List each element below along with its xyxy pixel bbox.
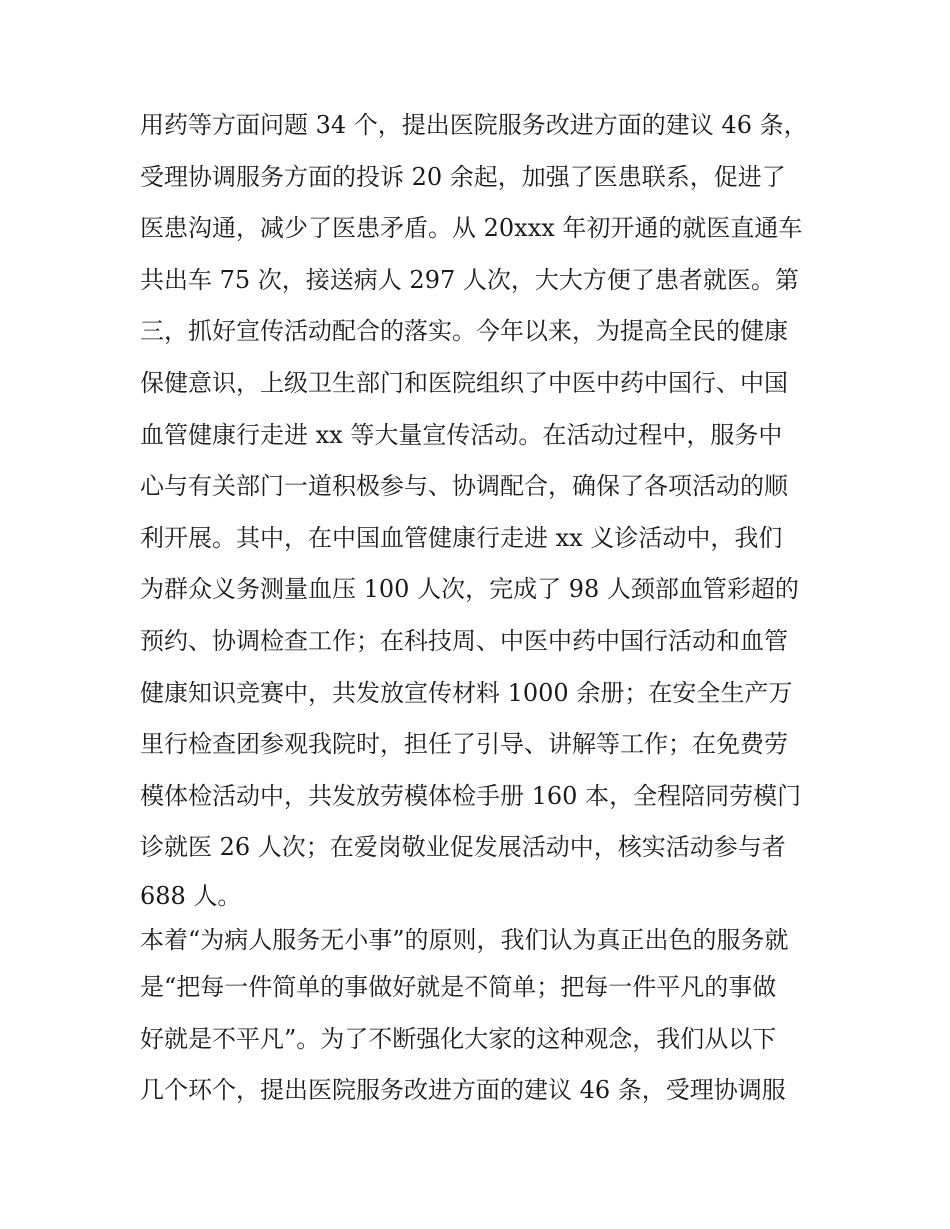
text-line: 用药等方面问题 34 个，提出医院服务改进方面的建议 46 条， [140, 111, 808, 139]
text-line: 里行检查团参观我院时，担任了引导、讲解等工作；在免费劳 [140, 730, 788, 759]
body-text [140, 100, 830, 1117]
text-line: 几个环个，提出医院服务改进方面的建议 46 条，受理协调服 [140, 1076, 786, 1105]
text-line: 好就是不平凡”。为了不断强化大家的这种观念，我们从以下 [140, 1024, 777, 1053]
text-line: 预约、协调检查工作；在科技周、中医中药中国行活动和血管 [140, 626, 788, 655]
text-line: 心与有关部门一道积极参与、协调配合，确保了各项活动的顺 [140, 472, 788, 501]
text-line: 血管健康行走进 xx 等大量宣传活动。在活动过程中，服务中 [140, 420, 783, 449]
text-line: 受理协调服务方面的投诉 20 余起，加强了医患联系，促进了 [140, 162, 786, 191]
text-line: 688 人。 [140, 881, 242, 910]
text-line: 诊就医 26 人次；在爱岗敬业促发展活动中，核实活动参与者 [140, 833, 786, 862]
text-line: 保健意识，上级卫生部门和医院组织了中医中药中国行、中国 [140, 368, 788, 397]
text-line: 是“把每一件简单的事做好就是不简单；把每一件平凡的事做 [140, 972, 777, 1001]
text-line: 健康知识竞赛中，共发放宣传材料 1000 余册；在安全生产万 [140, 678, 793, 707]
text-line: 为群众义务测量血压 100 人次，完成了 98 人颈部血管彩超的 [140, 575, 799, 604]
text-line: 医患沟通，减少了医患矛盾。从 20xxx 年初开通的就医直通车 [140, 214, 803, 243]
text-line: 模体检活动中，共发放劳模体检手册 160 本，全程陪同劳模门 [140, 781, 802, 810]
text-line: 三，抓好宣传活动配合的落实。今年以来，为提高全民的健康 [140, 317, 788, 346]
text-line: 利开展。其中，在中国血管健康行走进 xx 义诊活动中，我们 [140, 523, 783, 552]
paragraph-start-line: 本着“为病人服务无小事”的原则，我们认为真正出色的服务就 [140, 925, 789, 954]
text-line: 共出车 75 次，接送病人 297 人次，大大方便了患者就医。第 [140, 265, 799, 294]
